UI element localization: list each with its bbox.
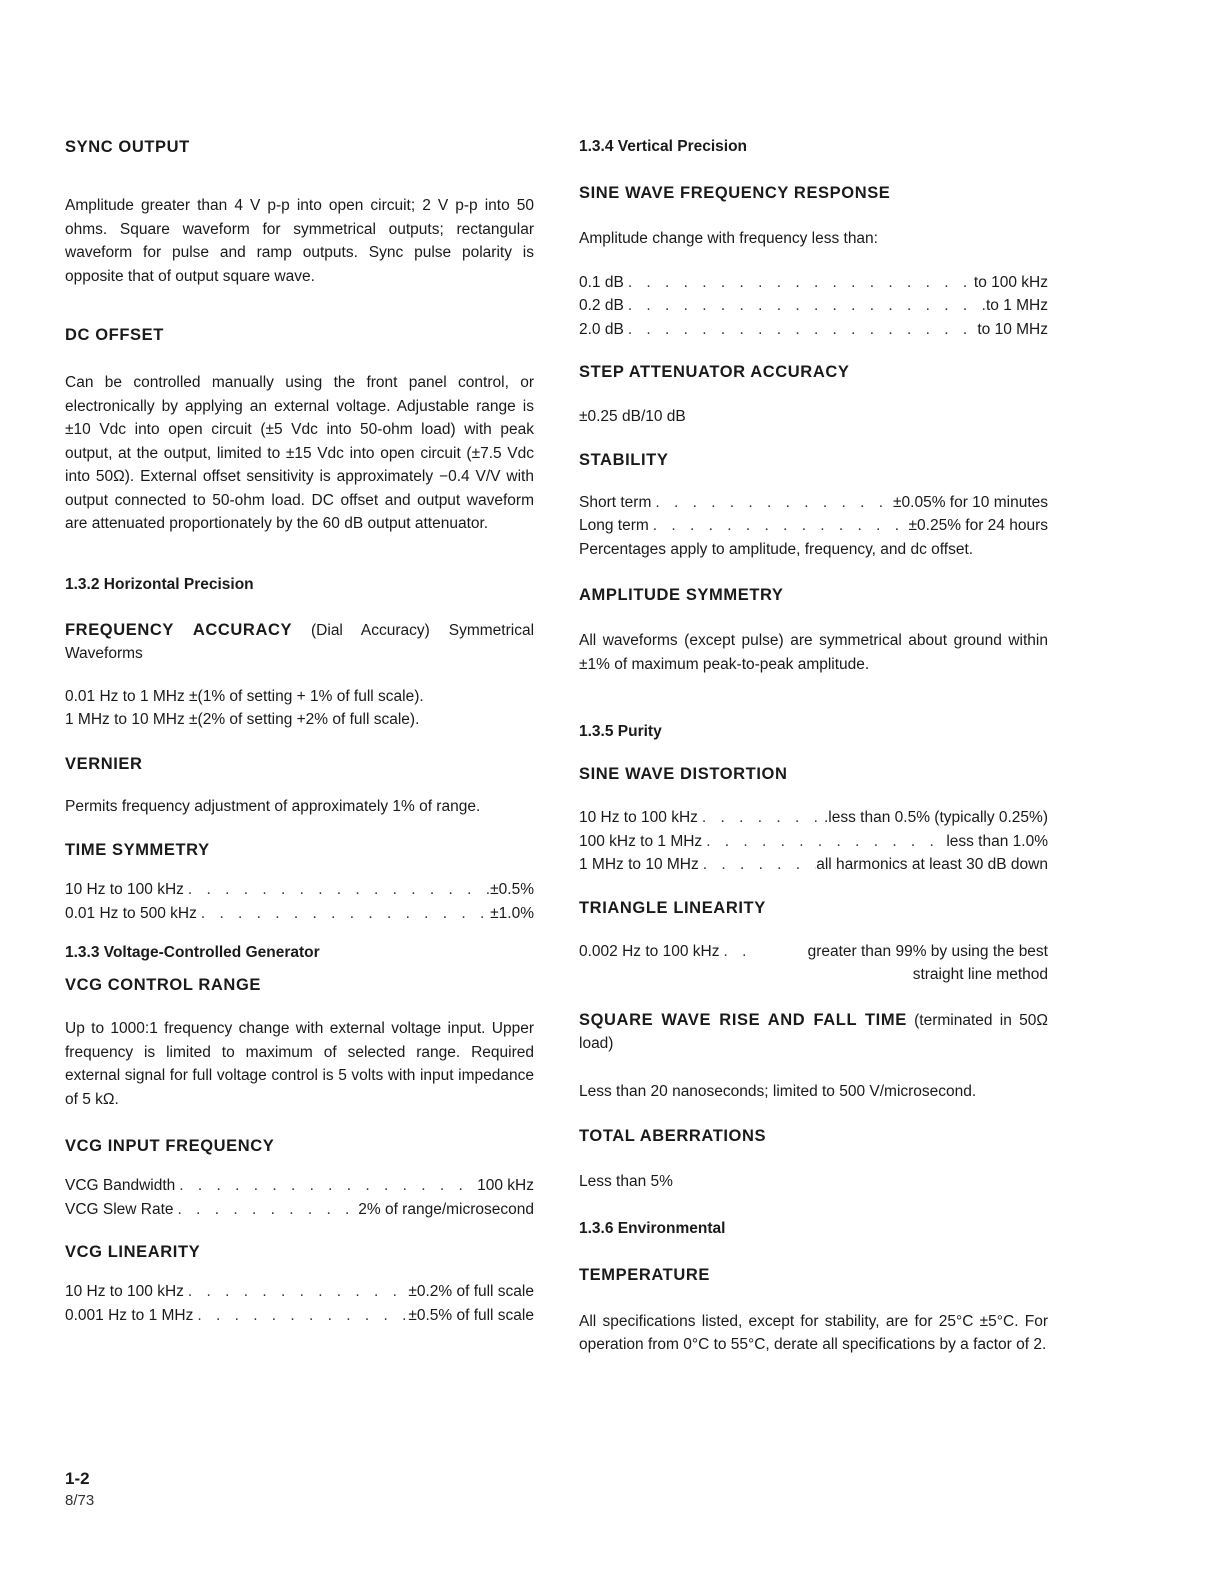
table-row	[579, 830, 1048, 854]
table-row	[65, 1304, 534, 1328]
time-symmetry-table	[65, 878, 534, 925]
row-value: ±0.25% for 24 hours	[908, 517, 1048, 534]
row-label: 0.001 Hz to 1 MHz	[65, 1306, 194, 1324]
vcg-title: 1.3.3 Voltage-Controlled Generator	[65, 944, 320, 961]
table-row	[65, 1198, 534, 1222]
row-label: 1 MHz to 10 MHz	[579, 856, 699, 873]
row-value: ±1.0%	[490, 904, 534, 922]
row-value: greater than 99% by using the best	[807, 942, 1048, 960]
temperature-heading: TEMPERATURE	[579, 1265, 710, 1284]
sine-response-table	[579, 271, 1048, 342]
sine-response-intro: Amplitude change with frequency less than:	[579, 230, 878, 247]
row-value: 2% of range/microsecond	[358, 1200, 534, 1218]
stability-heading: STABILITY	[579, 450, 669, 469]
vcg-input-frequency-heading: VCG INPUT FREQUENCY	[65, 1137, 275, 1155]
frequency-accuracy-line-1: 0.01 Hz to 1 MHz ±(1% of setting + 1% of full scale).	[65, 687, 424, 705]
amplitude-symmetry-text: All waveforms (except pulse) are symmetrical about ground within ±1% of maximum peak-to-peak amplitude.	[579, 632, 1048, 673]
vertical-precision-title: 1.3.4 Vertical Precision	[579, 138, 748, 155]
dot-leader	[193, 1304, 408, 1328]
step-attenuator-heading: STEP ATTENUATOR ACCURACY	[579, 363, 850, 381]
row-label: 10 Hz to 100 kHz	[65, 881, 184, 898]
total-aberrations-heading: TOTAL ABERRATIONS	[579, 1127, 767, 1145]
dot-leader	[184, 878, 490, 902]
dot-leader	[184, 1280, 408, 1304]
table-row	[65, 902, 534, 926]
row-label: 10 Hz to 100 kHz	[579, 809, 698, 826]
row-value: ±0.5%	[490, 881, 534, 898]
square-wave-heading: SQUARE WAVE RISE AND FALL TIME	[579, 1010, 907, 1029]
dot-leader	[719, 940, 755, 964]
vernier-text: Permits frequency adjustment of approximately 1% of range.	[65, 797, 481, 815]
step-attenuator-value: ±0.25 dB/10 dB	[579, 408, 686, 425]
sync-output-heading: SYNC OUTPUT	[65, 138, 190, 156]
dc-offset-text: Can be controlled manually using the front panel control, or electronically by applying an external voltage. Adjustable range is ±10 Vdc into open circuit (±5 Vdc into 50-ohm load) with peak output, at the output, limited to ±15 Vdc into open circuit (±7.5 Vdc into 50Ω). External offset sensitivity is approximately −0.4 V/V with output connected to 50-ohm load. DC offset and output waveform are attenuated proportionately by the 60 dB output attenuator.	[65, 374, 534, 532]
row-value: less than 1.0%	[946, 832, 1048, 850]
row-label: Long term	[579, 517, 649, 534]
triangle-linearity-table	[579, 940, 1048, 987]
purity-title: 1.3.5 Purity	[579, 723, 662, 740]
row-label: Short term	[579, 493, 652, 511]
total-aberrations-text: Less than 5%	[579, 1173, 673, 1190]
square-wave-text: Less than 20 nanoseconds; limited to 500 V/microsecond.	[579, 1082, 977, 1100]
table-row	[579, 806, 1048, 830]
row-value: ±0.5% of full scale	[408, 1306, 534, 1324]
revision-date: 8/73	[65, 1492, 95, 1509]
table-row	[579, 294, 1048, 318]
square-wave-note: (terminated in 50Ω load)	[579, 1011, 1048, 1052]
frequency-accuracy-block	[65, 619, 534, 666]
triangle-linearity-heading: TRIANGLE LINEARITY	[579, 898, 766, 917]
vcg-linearity-heading: VCG LINEARITY	[65, 1243, 201, 1261]
sine-response-heading: SINE WAVE FREQUENCY RESPONSE	[579, 184, 891, 202]
sine-distortion-table	[579, 806, 1048, 877]
dot-leader	[649, 514, 909, 538]
temperature-text: All specifications listed, except for stability, are for 25°C ±5°C. For operation from 0°C to 55°C, derate all specifications by a factor of 2.	[579, 1312, 1048, 1353]
row-value: .less than 0.5% (typically 0.25%)	[824, 809, 1048, 826]
left-column	[65, 138, 534, 1327]
table-row	[65, 878, 534, 902]
vcg-control-range-heading: VCG CONTROL RANGE	[65, 976, 261, 994]
vcg-linearity-table	[65, 1280, 534, 1327]
amplitude-symmetry-heading: AMPLITUDE SYMMETRY	[579, 586, 784, 604]
stability-table	[579, 491, 1048, 538]
table-row	[579, 491, 1048, 515]
dc-offset-heading: DC OFFSET	[65, 326, 164, 344]
table-row	[579, 514, 1048, 538]
row-value: ±0.05% for 10 minutes	[893, 493, 1048, 511]
right-column	[579, 138, 1048, 1357]
row-value: all harmonics at least 30 dB down	[816, 856, 1048, 873]
row-label: 10 Hz to 100 kHz	[65, 1283, 184, 1300]
sync-output-text: Amplitude greater than 4 V p-p into open circuit; 2 V p-p into 50 ohms. Square waveform for symmetrical outputs; rectangular waveform for pulse and ramp outputs. Sync pulse polarity is opposite that of output square wave.	[65, 197, 534, 285]
row-label: VCG Bandwidth	[65, 1177, 176, 1194]
page-footer	[65, 1468, 94, 1512]
table-row	[579, 853, 1048, 877]
dot-leader	[702, 830, 946, 854]
table-row	[579, 271, 1048, 295]
dot-leader	[624, 318, 978, 342]
dot-leader	[651, 491, 893, 515]
vcg-input-frequency-table	[65, 1174, 534, 1221]
row-label: 0.002 Hz to 100 kHz	[579, 942, 720, 960]
row-label: 100 kHz to 1 MHz	[579, 832, 703, 850]
sine-distortion-heading: SINE WAVE DISTORTION	[579, 765, 788, 783]
row-label: 0.1 dB	[579, 273, 624, 291]
environmental-title: 1.3.6 Environmental	[579, 1219, 726, 1237]
row-value: to 1 MHz	[985, 297, 1048, 314]
row-label: 0.2 dB	[579, 297, 624, 314]
dot-leader	[698, 806, 824, 830]
frequency-accuracy-note: (Dial Accuracy) Symmetrical Waveforms	[65, 621, 535, 662]
frequency-accuracy-heading: FREQUENCY ACCURACY	[65, 620, 293, 639]
horizontal-precision-title: 1.3.2 Horizontal Precision	[65, 575, 254, 593]
row-value: ±0.2% of full scale	[408, 1283, 534, 1300]
time-symmetry-heading: TIME SYMMETRY	[65, 841, 210, 859]
dot-leader	[624, 294, 986, 318]
row-value: 100 kHz	[477, 1177, 534, 1194]
dot-leader	[174, 1198, 359, 1222]
dot-leader	[197, 902, 490, 926]
row-label: 0.01 Hz to 500 kHz	[65, 904, 197, 922]
table-row	[65, 1280, 534, 1304]
table-row	[579, 940, 1048, 964]
dot-leader	[624, 271, 974, 295]
row-label: 2.0 dB	[579, 320, 624, 338]
table-row	[579, 318, 1048, 342]
stability-note: Percentages apply to amplitude, frequency, and dc offset.	[579, 540, 974, 558]
dot-leader	[699, 853, 816, 877]
vernier-heading: VERNIER	[65, 754, 143, 773]
row-value: to 100 kHz	[973, 273, 1048, 291]
row-value-continued: straight line method	[912, 966, 1048, 983]
vcg-control-range-text: Up to 1000:1 frequency change with external voltage input. Upper frequency is limited to maximum of selected range. Required external signal for full voltage control is 5 volts with input impedance of 5 kΩ.	[65, 1020, 534, 1108]
table-row	[65, 1174, 534, 1198]
frequency-accuracy-line-2: 1 MHz to 10 MHz ±(2% of setting +2% of full scale).	[65, 711, 420, 728]
page-number: 1-2	[65, 1469, 90, 1488]
square-wave-block	[579, 1009, 1048, 1056]
row-label: VCG Slew Rate	[65, 1200, 174, 1218]
row-value: to 10 MHz	[977, 320, 1048, 338]
dot-leader	[175, 1174, 477, 1198]
